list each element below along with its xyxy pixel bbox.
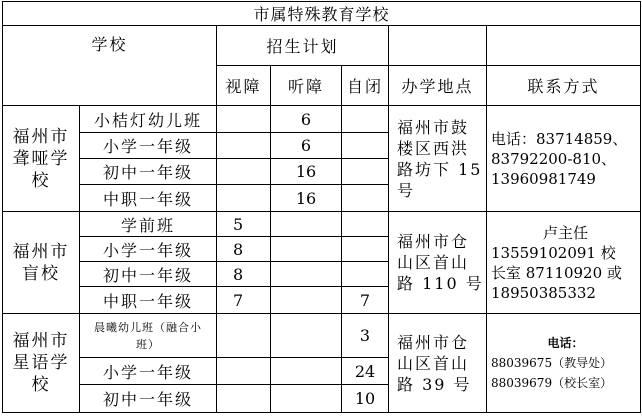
quota-visual: 8 — [217, 262, 271, 287]
school-contact: 电话： 88039675（教导处） 88039679（校长室） — [487, 314, 641, 413]
quota-autism: 7 — [342, 287, 389, 314]
quota-autism — [342, 212, 389, 237]
quota-visual: 5 — [217, 212, 271, 237]
quota-hearing — [271, 287, 342, 314]
quota-autism: 10 — [342, 385, 389, 413]
quota-autism: 3 — [342, 314, 389, 358]
quota-visual — [217, 185, 271, 212]
class-name: 小桔灯幼儿班 — [80, 106, 217, 133]
class-name: 晨曦幼儿班（融合小 班） — [80, 314, 217, 358]
quota-hearing — [271, 385, 342, 413]
quota-hearing — [271, 212, 342, 237]
quota-hearing: 6 — [271, 133, 342, 159]
school-contact: 电话：83714859、 83792200-810、 13960981749 — [487, 106, 641, 212]
header-hearing-impairment: 听障 — [271, 66, 342, 106]
quota-hearing — [271, 237, 342, 262]
quota-visual: 7 — [217, 287, 271, 314]
class-name: 初中一年级 — [80, 159, 217, 185]
school-name-deaf: 福州市 聋哑学 校 — [3, 106, 80, 212]
class-name: 小学一年级 — [80, 358, 217, 385]
header-address: 办学地点 — [389, 66, 487, 106]
class-name: 小学一年级 — [80, 237, 217, 262]
school-name-xingyu: 福州市 星语学 校 — [3, 314, 80, 413]
quota-visual: 8 — [217, 237, 271, 262]
school-address: 福州市仓 山区首山 路 110 号 — [389, 212, 487, 314]
special-education-enrollment-table — [2, 1, 641, 413]
quota-hearing — [271, 262, 342, 287]
class-name: 初中一年级 — [80, 385, 217, 413]
school-name-blind: 福州市 盲校 — [3, 212, 80, 314]
header-autism: 自闭 — [342, 66, 389, 106]
quota-visual — [217, 159, 271, 185]
school-contact: 卢主任 13559102091 校 长室 87110920 或 18950385332 — [487, 212, 641, 314]
quota-autism — [342, 106, 389, 133]
class-name: 中职一年级 — [80, 185, 217, 212]
quota-visual — [217, 385, 271, 413]
school-address: 福州市鼓 楼区西洪 路坊下 15 号 — [389, 106, 487, 212]
header-visual-impairment: 视障 — [217, 66, 271, 106]
header-empty — [389, 26, 487, 66]
table-title: 市属特殊教育学校 — [3, 2, 641, 26]
class-name: 学前班 — [80, 212, 217, 237]
quota-hearing: 16 — [271, 159, 342, 185]
quota-hearing — [271, 314, 342, 358]
quota-hearing: 16 — [271, 185, 342, 212]
quota-visual — [217, 133, 271, 159]
header-contact: 联系方式 — [487, 66, 641, 106]
quota-visual — [217, 106, 271, 133]
quota-autism — [342, 237, 389, 262]
quota-autism — [342, 159, 389, 185]
quota-autism — [342, 185, 389, 212]
header-empty — [487, 26, 641, 66]
class-name: 中职一年级 — [80, 287, 217, 314]
quota-hearing — [271, 358, 342, 385]
quota-autism — [342, 262, 389, 287]
class-name: 初中一年级 — [80, 262, 217, 287]
header-school: 学校 — [3, 26, 217, 106]
school-address: 福州市仓 山区首山 路 39 号 — [389, 314, 487, 413]
quota-hearing: 6 — [271, 106, 342, 133]
quota-autism — [342, 133, 389, 159]
header-enrollment-plan: 招生计划 — [217, 26, 389, 66]
class-name: 小学一年级 — [80, 133, 217, 159]
quota-visual — [217, 314, 271, 358]
quota-visual — [217, 358, 271, 385]
quota-autism: 24 — [342, 358, 389, 385]
